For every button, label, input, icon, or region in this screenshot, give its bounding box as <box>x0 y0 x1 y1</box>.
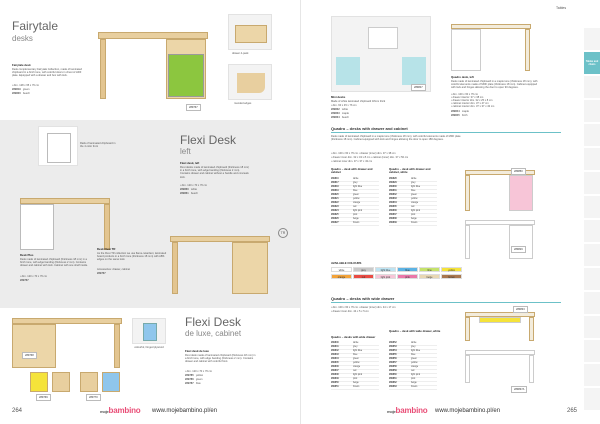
product-code: 289861 <box>389 378 397 380</box>
section-divider <box>331 302 561 303</box>
photo-code: 289768 <box>22 352 37 359</box>
table-row <box>331 222 379 226</box>
product-code: 289863 <box>389 386 397 388</box>
side-tab[interactable] <box>584 196 600 219</box>
product-code: 289833 <box>389 198 397 200</box>
product-code: 289854 <box>389 350 397 352</box>
side-tab[interactable] <box>584 364 600 387</box>
product-color: yellow <box>411 362 418 364</box>
code-table <box>331 342 379 390</box>
code-row: 289819 green <box>12 88 30 91</box>
color-swatch: yellow <box>441 267 462 272</box>
product-code: 289849 <box>331 378 339 380</box>
side-tab[interactable] <box>584 124 600 147</box>
lock-detail-photo <box>132 318 166 344</box>
section-divider <box>331 132 561 133</box>
side-tab[interactable] <box>584 316 600 339</box>
footer-url[interactable]: www.mojebambino.pl/en <box>152 408 218 414</box>
product-color: brown <box>411 222 418 224</box>
product-color: yellow <box>353 198 360 200</box>
code-row: 289820 beech <box>12 92 30 95</box>
product-color: blue <box>411 190 416 192</box>
side-tab[interactable] <box>584 340 600 363</box>
quadro-white-2-photo <box>465 220 535 260</box>
product-color: beige <box>411 382 417 384</box>
code-row: 289785 yellow <box>185 374 204 377</box>
product-code: 289845 <box>331 362 339 364</box>
photo-code: 289847 <box>411 84 426 91</box>
section-desc: Desk made of laminated chipboard in a maple tone (thickness 18 mm), with colorful elements made of MDF plate (thickness 18 mm). Cabinet equipped with lock and hinges allowing the door to open 180 degrees. <box>331 135 461 142</box>
table-row <box>331 386 379 390</box>
product-color: red <box>411 370 415 372</box>
right-page <box>300 0 600 424</box>
mini-desks-photo <box>331 16 431 92</box>
photo-code: 289829 <box>511 246 526 253</box>
product-color: beige <box>411 218 417 220</box>
section-dim: • dim. 100 x 60 x 76 cm • drawer (inner) dim. 37 x 38 cm <box>331 152 396 155</box>
quadro-left-dim: • drawer interior dim. 32 x 25 x 8 cm <box>451 99 493 102</box>
code-row: 289844 maple <box>451 110 469 113</box>
product-color: light pink <box>353 210 363 212</box>
quadro-left-dim: • cabinet interior dim. 37 x 47 cm <box>451 102 489 105</box>
table-title: Quadro – desks with wide drawer <box>331 335 376 339</box>
product-code: 289842 <box>331 350 339 352</box>
product-code: 289862 <box>389 382 397 384</box>
edge-label: rounded edges <box>234 102 252 105</box>
product-code: 289835 <box>389 206 397 208</box>
product-color: green <box>411 194 417 196</box>
product-code: 289838 <box>389 218 397 220</box>
desk-flexi-tr-code: 289767 <box>97 272 106 275</box>
side-tab[interactable] <box>584 76 600 99</box>
photo-code: 289850 <box>511 168 526 175</box>
header-tab: Tables <box>556 6 567 10</box>
product-code: 289819 <box>331 190 339 192</box>
product-color: brown <box>353 222 360 224</box>
quadro-left-desc: Desk made of laminated chipboard in a maple tone (thickness 18 mm), with colorful elements made of MDF plate (thickness 18 mm). Cabinet equipped with lock and hinges allowing the door to open 90 degrees. <box>451 80 538 90</box>
page-number: 265 <box>567 408 578 414</box>
product-code: 289844 <box>331 358 339 360</box>
table-title: Quadro – desk with wide drawer, white <box>389 329 441 333</box>
fairytale-desk-dims: • dim. 128 x 65 x 76 cm <box>12 84 40 87</box>
flexi-left-desc: Flexi desks made of laminated chipboard (thickness 18 mm) in a birch tone, with edge banding (thickness 2 mm). Contains drawer and cabinet without a handle and conceals lock. <box>180 166 250 179</box>
side-tab[interactable] <box>584 268 600 291</box>
table-title: Quadro – desk with drawer and cabinet <box>331 167 373 175</box>
side-tab[interactable] <box>584 388 600 411</box>
product-color: blue <box>411 354 416 356</box>
product-code: 289855 <box>389 354 397 356</box>
product-color: grey <box>411 182 416 184</box>
photo-code: 289770 <box>86 394 101 401</box>
product-color: beige <box>353 218 359 220</box>
fairytale-desk-name: Fairytale desk <box>12 63 31 67</box>
product-color: green <box>411 358 417 360</box>
product-code: 289829 <box>389 182 397 184</box>
product-color: red <box>353 206 357 208</box>
drawer-label: drawer 4-pack <box>232 52 249 55</box>
product-code: 289847 <box>331 370 339 372</box>
tr-badge: TR <box>278 228 288 238</box>
photo-code: 289837A <box>511 386 527 393</box>
product-code: 289839 <box>389 222 397 224</box>
quadro-white-photo <box>465 170 535 212</box>
product-color: light blue <box>411 186 421 188</box>
product-color: red <box>411 206 415 208</box>
flexi-deluxe-subtitle: de luxe, cabinet <box>185 329 242 338</box>
product-code: 289832 <box>389 194 397 196</box>
flexi-deluxe-name: Flexi desk de luxe <box>185 349 209 353</box>
color-swatch: white <box>331 267 352 272</box>
section-title: Quadro – desks with wide drawer <box>331 296 395 301</box>
side-tab[interactable] <box>584 292 600 315</box>
product-code: 289852 <box>389 342 397 344</box>
wide-drawer-2-photo <box>465 350 535 384</box>
photo-code: 289769 <box>36 394 51 401</box>
page-title: Fairytale <box>12 19 59 33</box>
desk-plus-code: 289767 <box>20 279 29 282</box>
product-color: light pink <box>411 374 421 376</box>
bambino-logo: mojebambino <box>100 406 141 415</box>
color-swatch: orange <box>331 274 352 279</box>
side-tab[interactable] <box>584 244 600 267</box>
product-code: 289851 <box>331 386 339 388</box>
product-code: 289856 <box>389 358 397 360</box>
table-title: Quadro – desk with drawer and cabinet, white <box>389 167 431 175</box>
color-swatch: grey <box>353 267 374 272</box>
bambino-logo: mojebambino <box>387 406 428 415</box>
product-code: 289816 <box>331 178 339 180</box>
product-color: light blue <box>353 350 363 352</box>
code-row: 289833 maple <box>331 112 349 115</box>
flexi-deluxe-dims: • dim. 120 x 70 x 76 cm <box>185 370 213 373</box>
product-code: 289841 <box>331 346 339 348</box>
footer-url[interactable]: www.mojebambino.pl/en <box>435 408 501 414</box>
page-subtitle: desks <box>12 34 33 43</box>
product-code: 289846 <box>331 366 339 368</box>
product-color: beige <box>353 382 359 384</box>
product-code: 289860 <box>389 374 397 376</box>
product-code: 289859 <box>389 370 397 372</box>
side-tab[interactable] <box>584 28 600 51</box>
product-color: pink <box>411 214 416 216</box>
flexi-deluxe-title: Flexi Desk <box>185 315 242 329</box>
product-code: 289828 <box>389 178 397 180</box>
product-color: light blue <box>353 186 363 188</box>
side-tab[interactable] <box>584 172 600 195</box>
product-color: pink <box>353 378 358 380</box>
product-color: grey <box>353 182 358 184</box>
flexi-left-title: Flexi Desk <box>180 133 237 147</box>
product-code: 289824 <box>331 210 339 212</box>
desk-plus-desc: Desk made of laminated chipboard (thickness 18 mm) in a birch tone, with edge banding (thickness 2 mm). Contains drawer and cabinet with lock. Cabinet with one shelf inside. <box>20 258 88 268</box>
product-code: 289830 <box>389 186 397 188</box>
code-row: 289834 beech <box>331 116 349 119</box>
desk-flexi-tr-dims: Accessories: drawer, cabinet <box>97 268 131 271</box>
quadro-left-photo <box>451 24 531 72</box>
side-tab[interactable] <box>584 100 600 123</box>
desk-flexi-tr-name: Desk Flexi TR <box>97 247 116 251</box>
desk-flexi-tr-desc: As the Flexi TR collection we use flame-retardant, laminated board products in a birch tone (thickness 18 mm) with ABS edges on the same look. <box>97 252 167 262</box>
flexi-left-subtitle: left <box>180 147 191 156</box>
color-swatch: red <box>353 274 374 279</box>
blue-cabinet-photo <box>80 372 120 394</box>
product-color: grey <box>411 346 416 348</box>
product-color: orange <box>353 202 361 204</box>
product-color: light pink <box>353 374 363 376</box>
mini-desks-desc: Made of white laminated chipboard 18mm thick <box>331 100 386 103</box>
flexi-left-dims: • dim. 120 x 70 x 76 cm <box>180 184 208 187</box>
color-swatch: lime <box>419 267 440 272</box>
desk-flexi-tr-photo <box>170 236 270 296</box>
fairytale-desk-photo <box>86 12 216 112</box>
quadro-left-dim: • cabinet interior dim. 37 x 37 x 43 cm <box>451 105 495 108</box>
product-code: 289850 <box>331 382 339 384</box>
product-code: 289834 <box>389 202 397 204</box>
product-code: 289853 <box>389 346 397 348</box>
side-tab[interactable] <box>584 148 600 171</box>
product-code: 289858 <box>389 366 397 368</box>
section-dim: • drawer inner dim. 44 x 5 x 5 cm <box>331 310 369 313</box>
color-swatch: pink <box>397 274 418 279</box>
edge-detail-photo <box>228 64 272 100</box>
photo-code: 289767 <box>186 104 201 111</box>
product-code: 289837 <box>389 214 397 216</box>
desk-illustration <box>98 32 208 102</box>
flexi-deluxe-desc: Flexi desk made of laminated chipboard (thickness 18 mm) in a birch tone, with edge banding (thickness 2 mm). Contains drawer and cabinet with colorful front. <box>185 354 256 364</box>
desk-plus-dims: • dim. 120 x 70 x 76 cm <box>20 275 48 278</box>
product-color: orange <box>353 366 361 368</box>
photo-code: 289833 <box>513 306 528 313</box>
color-swatch: beige <box>419 274 440 279</box>
product-color: pink <box>353 214 358 216</box>
product-color: yellow <box>411 198 418 200</box>
cabinet-label: Rails of laminated chipboard in the 4 color front <box>80 142 116 149</box>
code-row: 289787 blue <box>185 382 201 385</box>
yellow-cabinet-photo <box>30 372 70 394</box>
product-color: white <box>411 178 417 180</box>
quadro-left-name: Quadro desk, left <box>451 75 474 79</box>
table-row <box>389 222 437 226</box>
product-color: orange <box>411 366 419 368</box>
green-door <box>168 54 204 97</box>
product-code: 289823 <box>331 206 339 208</box>
mini-desks-name: Mini desks <box>331 95 346 99</box>
section-dim: • dim. 100 x 60 x 76 cm • drawer (inner) dim. 44 x 17 cm <box>331 306 396 309</box>
cabinet-detail-photo <box>38 126 78 166</box>
product-code: 289818 <box>331 186 339 188</box>
code-table <box>389 342 437 390</box>
product-code: 289843 <box>331 354 339 356</box>
lock-label: colourful, hinged plywood <box>134 346 164 349</box>
code-row: 289860 white <box>180 188 197 191</box>
wide-drawer-photo <box>465 312 535 342</box>
product-color: brown <box>411 386 418 388</box>
product-color: blue <box>353 354 358 356</box>
colors-label: AVAILABLE COLOURS <box>331 261 362 265</box>
product-color: pink <box>411 378 416 380</box>
section-dim: • cabinet inner dim. 37 x 37 x 43 cm <box>331 160 373 163</box>
quadro-left-dim: • drawer interior: 37 x 38 cm <box>451 96 484 99</box>
code-table <box>389 178 437 226</box>
product-code: 289840 <box>331 342 339 344</box>
product-color: white <box>353 178 359 180</box>
side-tab[interactable] <box>584 220 600 243</box>
product-code: 289827 <box>331 222 339 224</box>
desk-plus-name: Desk Plus <box>20 253 34 257</box>
code-row: 289786 green <box>185 378 203 381</box>
product-color: green <box>353 194 359 196</box>
section-dim: • drawer inner dim. 32 x 43 x 8 cm • cabinet (inner) dim. 37 x 50 cm <box>331 156 409 159</box>
product-color: red <box>353 370 357 372</box>
drawer-detail-photo <box>228 14 272 50</box>
product-code: 289817 <box>331 182 339 184</box>
mini-desks-dims: • dim. 60 x 45 x 76 cm <box>331 104 357 107</box>
product-code: 289822 <box>331 202 339 204</box>
color-swatch: brown <box>441 274 462 279</box>
quadro-left-dim: • dim. 100 x 60 x 76 cm <box>451 93 479 96</box>
code-row: 289832 white <box>331 108 348 111</box>
product-code: 289820 <box>331 194 339 196</box>
product-color: white <box>353 342 359 344</box>
color-swatch: light blue <box>375 267 396 272</box>
product-color: brown <box>353 386 360 388</box>
product-color: green <box>353 358 359 360</box>
product-code: 289836 <box>389 210 397 212</box>
product-color: yellow <box>353 362 360 364</box>
product-code: 289831 <box>389 190 397 192</box>
product-color: grey <box>353 346 358 348</box>
side-tab[interactable]: Tables and chairs <box>584 52 600 75</box>
color-swatch: blue <box>397 267 418 272</box>
product-code: 289848 <box>331 374 339 376</box>
code-row: 289845 birch <box>451 114 468 117</box>
product-code: 289857 <box>389 362 397 364</box>
flexi-left-name: Flexi desk, left <box>180 161 200 165</box>
code-table <box>331 178 379 226</box>
product-code: 289826 <box>331 218 339 220</box>
product-color: white <box>411 342 417 344</box>
product-code: 289821 <box>331 198 339 200</box>
desk-plus-photo <box>20 198 110 252</box>
product-color: light blue <box>411 350 421 352</box>
color-swatch: light pink <box>375 274 396 279</box>
code-row: 289861 beech <box>180 192 198 195</box>
table-row <box>389 386 437 390</box>
product-color: orange <box>411 202 419 204</box>
page-number: 264 <box>12 408 23 414</box>
product-color: light pink <box>411 210 421 212</box>
fairytale-desk-desc: Desk complementary Fairytale Collection, made of laminated chipboard in a birch tone, with colorful doors in chest of HDF plate. Equipped with a drawer and box with lock. <box>12 68 82 78</box>
section-title: Quadro – desks with drawer and cabinet <box>331 126 408 131</box>
flexi-deluxe-photo <box>12 318 122 370</box>
product-color: blue <box>353 190 358 192</box>
product-code: 289825 <box>331 214 339 216</box>
